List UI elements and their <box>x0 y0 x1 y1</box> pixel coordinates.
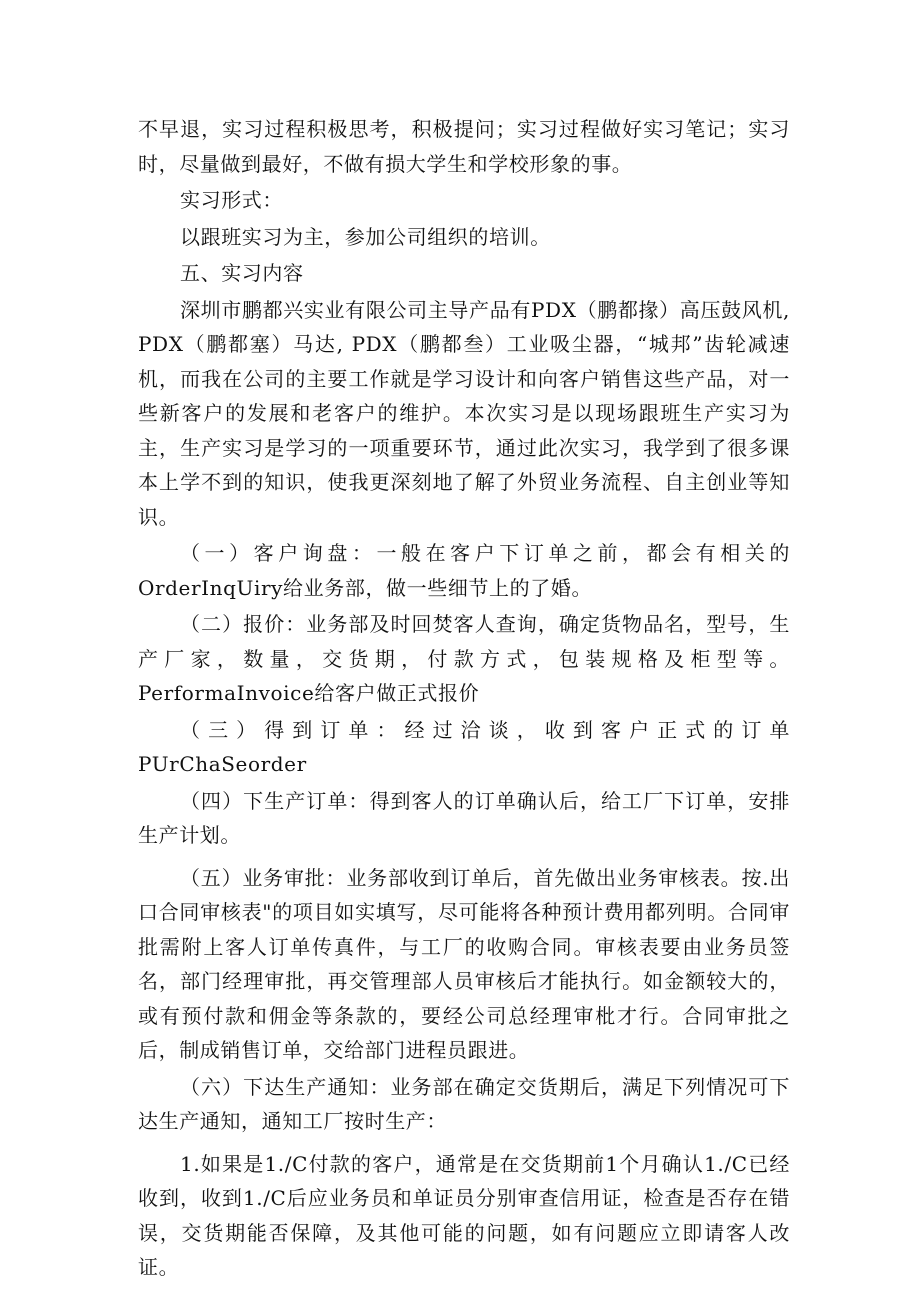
section-heading-internship-content: 五、实习内容 <box>180 261 304 285</box>
paragraph-business-approval: （五）业务审批：业务部收到订单后，首先做出业务审核表。按.出口合同审核表"的项目如实填写，尽可能将各种预计费用都列明。合同审批需附上客人订单传真件，与工厂的收购合同。审核表要由业务员签名，部门经理审批，再交管理部人员审核后才能执行。如金额较大的，或有预付款和佣金等条款的，要经公司总经理审枇才行。合同审批之后，制成销售订单，交给部门进程员跟进。 <box>138 865 790 1062</box>
paragraph-production-order: （四）下生产订单：得到客人的订单确认后，给工厂下订单，安排生产计划。 <box>138 788 790 847</box>
paragraph-internship-form-heading: 实习形式： <box>180 188 283 212</box>
paragraph-production-notice: （六）下达生产通知：业务部在确定交货期后，满足下列情况可下达生产通知，通知工厂按时生产： <box>138 1074 790 1133</box>
paragraph-company-products: 深圳市鹏都兴实业有限公司主导产品有PDX（鹏都掾）高压鼓风机, PDX（鹏都塞）马达, PDX（鹏都叁）工业吸尘器，“城邦”齿轮减速机，而我在公司的主要工作就是学习设计和向客户销售这些产品，对一些新客户的发展和老客户的维护。本次实习是以现场跟班生产实习为主，生产实习是学习的一项重要环节，通过此次实习，我学到了很多课本上学不到的知识，使我更深刻地了解了外贸业务流程、自主创业等知识。 <box>138 297 790 529</box>
paragraph-internship-form: 以跟班实习为主，参加公司组织的培训。 <box>180 224 551 249</box>
paragraph-receive-order: （三）得到订单：经过洽谈，收到客户正式的订单PUrChaSeorder <box>138 717 790 776</box>
paragraph-customer-inquiry: （一）客户询盘：一般在客户下订单之前，都会有相关的OrderInqUiry给业务部，做一些细节上的了婚。 <box>138 541 790 600</box>
paragraph-lc-payment: 1.如果是1./C付款的客户，通常是在交货期前1个月确认1./C已经收到，收到1./C后应业务员和单证员分别审查信用证，检查是否存在错误，交货期能否保障，及其他可能的问题，如有问题应立即请客人改证。 <box>138 1151 790 1279</box>
paragraph-quotation: （二）报价：业务部及时回焚客人查询，确定货物品名，型号，生产厂家，数量，交货期，付款方式，包装规格及柜型等。PerformaInvoice给客户做正式报价 <box>138 612 790 705</box>
document-body <box>138 112 790 1285</box>
paragraph-attendance-rules: 不早退，实习过程积极思考，积极提问；实习过程做好实习笔记；实习时，尽量做到最好，不做有损大学生和学校形象的事。 <box>138 117 790 176</box>
